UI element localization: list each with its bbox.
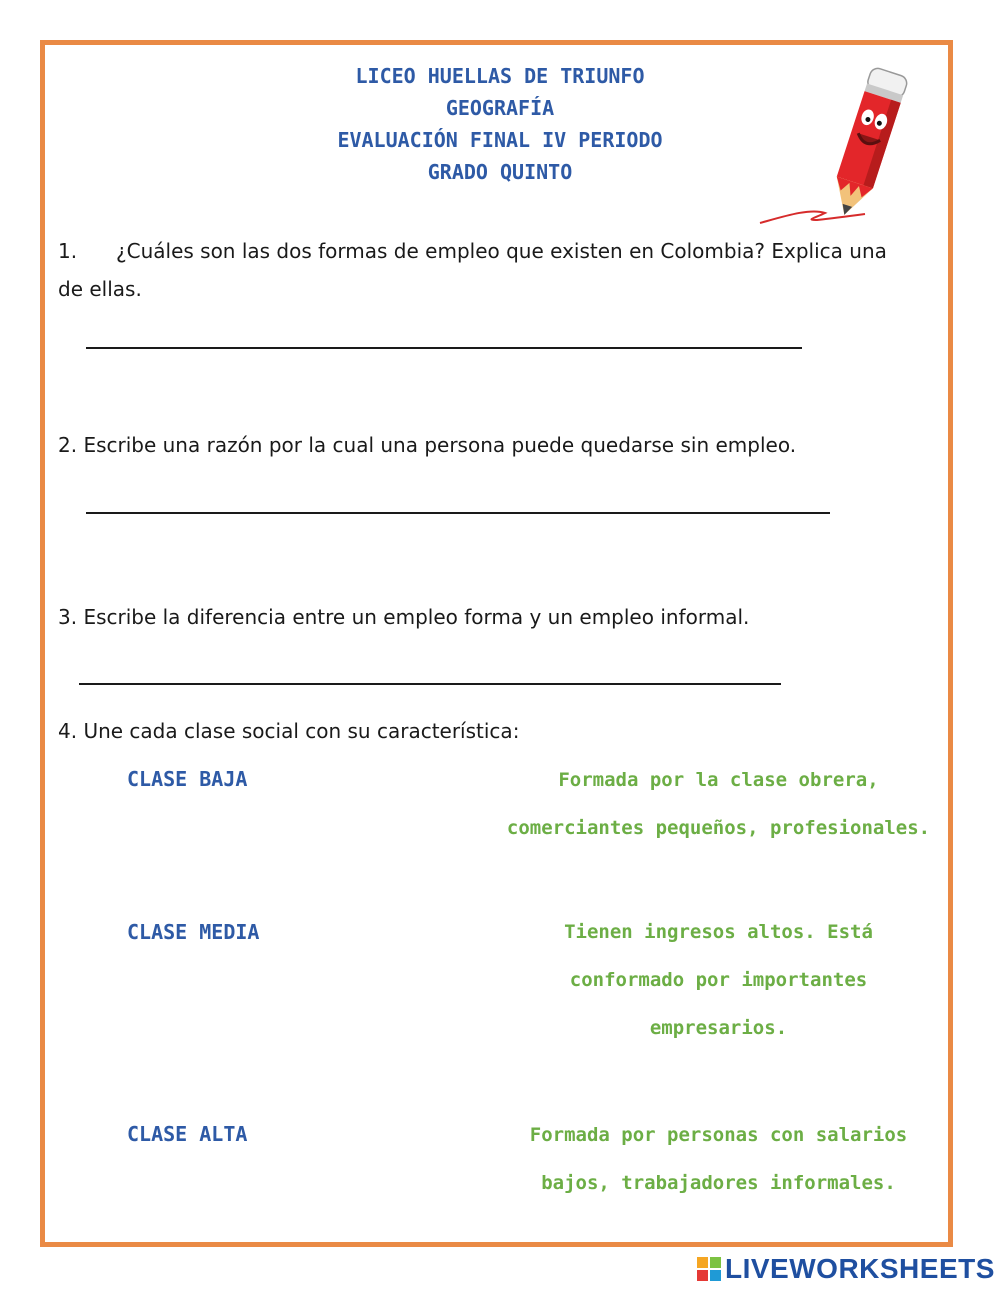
question-1 xyxy=(58,232,918,308)
class-alta[interactable]: CLASE ALTA xyxy=(127,1122,248,1146)
question-2: 2. Escribe una razón por la cual una persona puede quedarse sin empleo. xyxy=(58,433,797,457)
description-2-line: empresarios. xyxy=(649,1017,788,1039)
description-1[interactable] xyxy=(497,756,940,852)
answer-line-3[interactable] xyxy=(79,683,781,685)
brand-name: LIVEWORKSHEETS xyxy=(725,1253,995,1284)
subject-title: GEOGRAFÍA xyxy=(445,96,555,120)
question-3: 3. Escribe la diferencia entre un empleo forma y un empleo informal. xyxy=(58,605,750,629)
exam-title: EVALUACIÓN FINAL IV PERIODO xyxy=(337,128,663,152)
class-media[interactable]: CLASE MEDIA xyxy=(127,920,260,944)
description-2-line: Tienen ingresos altos. Está xyxy=(564,921,873,943)
school-name: LICEO HUELLAS DE TRIUNFO xyxy=(355,64,645,88)
liveworksheets-logo-icon xyxy=(697,1257,721,1281)
description-1-line: Formada por la clase obrera, xyxy=(558,769,879,791)
question-1-text: ¿Cuáles son las dos formas de empleo que existen en Colombia? Explica una de ellas. xyxy=(58,239,887,301)
answer-line-2[interactable] xyxy=(86,512,830,514)
description-2[interactable] xyxy=(497,908,940,1052)
question-1-number: 1. xyxy=(58,239,78,263)
class-baja[interactable]: CLASE BAJA xyxy=(127,767,248,791)
question-4: 4. Une cada clase social con su característica: xyxy=(58,719,520,743)
description-3-line: Formada por personas con salarios xyxy=(529,1124,908,1146)
description-2-line: conformado por importantes xyxy=(569,969,868,991)
description-3-line: bajos, trabajadores informales. xyxy=(541,1172,896,1194)
grade-title: GRADO QUINTO xyxy=(427,160,573,184)
description-1-line: comerciantes pequeños, profesionales. xyxy=(506,817,931,839)
answer-line-1[interactable] xyxy=(86,347,802,349)
pencil-mascot-icon xyxy=(755,58,935,230)
description-3[interactable] xyxy=(497,1111,940,1207)
